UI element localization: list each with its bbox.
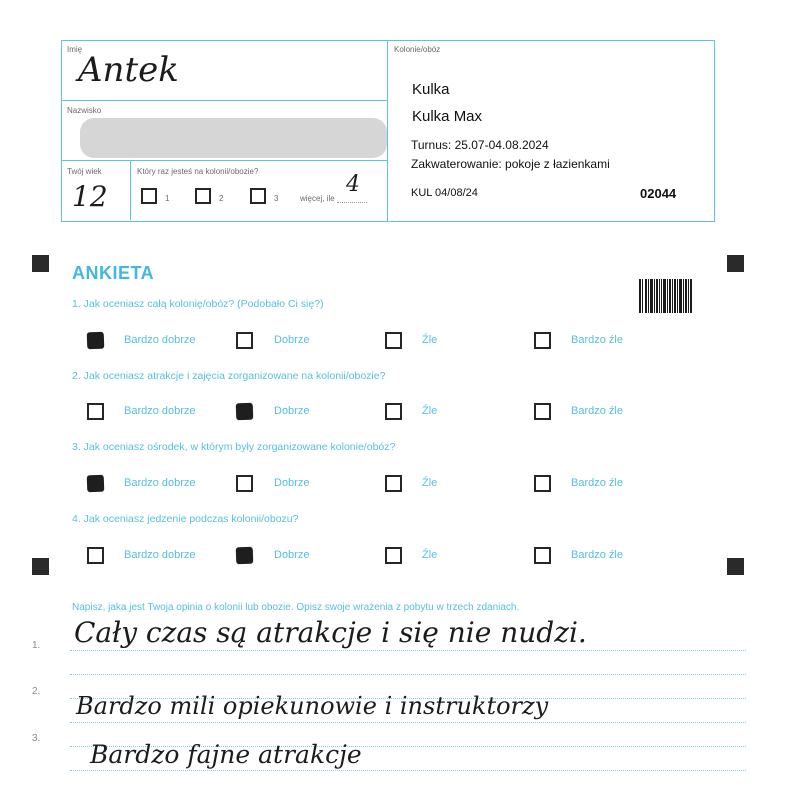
q3-option-label: Bardzo źle [571, 477, 623, 489]
question-2: 2. Jak oceniasz atrakcje i zajęcia zorganizowane na kolonii/obozie? [72, 370, 386, 382]
q1-option-label: Źle [422, 334, 438, 346]
q4-option-checkbox[interactable] [87, 547, 104, 564]
q1-option-checkbox[interactable] [236, 332, 253, 349]
opinion-line-number: 2. [32, 686, 41, 697]
answer-line [70, 722, 746, 723]
q3-option-label: Dobrze [274, 477, 310, 489]
form-number: 02044 [640, 186, 677, 201]
surname-label: Nazwisko [67, 106, 102, 115]
times-checkbox-3[interactable] [250, 188, 266, 204]
registration-marker [32, 255, 49, 272]
q1-option-label: Dobrze [274, 334, 310, 346]
question-4: 4. Jak oceniasz jedzenie podczas kolonii/obozu? [72, 513, 299, 525]
q4-option-checkbox[interactable] [534, 547, 551, 564]
q1-option-checkbox[interactable] [534, 332, 551, 349]
q2-option-checkbox[interactable] [534, 403, 551, 420]
age-value[interactable]: 12 [72, 180, 108, 213]
q1-option-checkbox[interactable] [385, 332, 402, 349]
more-dotted-line [337, 202, 367, 203]
more-label: więcej, ile [300, 194, 335, 203]
accommodation-text: Zakwaterowanie: pokoje z łazienkami [411, 157, 610, 171]
age-label: Twój wiek [67, 167, 102, 176]
q1-option-checkbox[interactable] [87, 332, 105, 350]
times-checkbox-1[interactable] [141, 188, 157, 204]
answer-line [70, 770, 746, 771]
question-3: 3. Jak oceniasz ośrodek, w którym były zorganizowane kolonie/obóz? [72, 441, 396, 453]
times-option-label: 3 [274, 194, 279, 203]
opinion-sentence-1[interactable]: Cały czas są atrakcje i się nie nudzi. [74, 616, 587, 649]
opinion-sentence-2[interactable]: Bardzo mili opiekunowie i instruktorzy [76, 692, 549, 720]
q2-option-checkbox[interactable] [87, 403, 104, 420]
answer-line [70, 650, 746, 651]
q2-option-label: Bardzo źle [571, 405, 623, 417]
q3-option-checkbox[interactable] [236, 475, 253, 492]
q3-option-checkbox[interactable] [87, 475, 105, 493]
question-1: 1. Jak oceniasz całą kolonię/obóz? (Podobało Ci się?) [72, 298, 324, 310]
times-label: Który raz jesteś na kolonii/obozie? [137, 167, 259, 176]
barcode-icon [639, 279, 692, 313]
divider [130, 160, 131, 220]
q4-option-checkbox[interactable] [236, 547, 254, 565]
camp-variant: Kulka Max [412, 108, 483, 125]
surname-redacted-field[interactable] [80, 118, 387, 158]
name-label: Imię [67, 45, 83, 54]
q3-option-checkbox[interactable] [534, 475, 551, 492]
q4-option-label: Dobrze [274, 549, 310, 561]
divider [61, 100, 387, 101]
camp-name: Kulka [412, 81, 450, 98]
opinion-prompt: Napisz, jaka jest Twoja opinia o kolonii lub obozie. Opisz swoje wrażenia z pobytu w trzech zdaniach. [72, 602, 520, 613]
q1-option-label: Bardzo dobrze [124, 334, 196, 346]
turnus-text: Turnus: 25.07-04.08.2024 [411, 138, 549, 152]
q4-option-checkbox[interactable] [385, 547, 402, 564]
q2-option-label: Źle [422, 405, 438, 417]
q4-option-label: Bardzo dobrze [124, 549, 196, 561]
q3-option-label: Bardzo dobrze [124, 477, 196, 489]
q3-option-checkbox[interactable] [385, 475, 402, 492]
q2-option-checkbox[interactable] [236, 403, 254, 421]
q4-option-label: Bardzo źle [571, 549, 623, 561]
times-option-label: 2 [219, 194, 224, 203]
registration-marker [727, 558, 744, 575]
opinion-line-number: 3. [32, 733, 41, 744]
answer-line [70, 674, 746, 675]
q2-option-checkbox[interactable] [385, 403, 402, 420]
opinion-sentence-3[interactable]: Bardzo fajne atrakcje [90, 740, 362, 769]
q2-option-label: Bardzo dobrze [124, 405, 196, 417]
registration-marker [32, 558, 49, 575]
q4-option-label: Źle [422, 549, 438, 561]
q3-option-label: Źle [422, 477, 438, 489]
camp-label: Kolonie/obóz [394, 45, 441, 54]
times-option-label: 1 [165, 194, 170, 203]
more-value[interactable]: 4 [346, 172, 360, 197]
divider [61, 160, 387, 161]
name-value[interactable]: Antek [78, 50, 179, 90]
camp-code: KUL 04/08/24 [411, 187, 478, 199]
q2-option-label: Dobrze [274, 405, 310, 417]
survey-title: ANKIETA [72, 263, 155, 283]
times-checkbox-2[interactable] [195, 188, 211, 204]
registration-marker [727, 255, 744, 272]
opinion-line-number: 1. [32, 640, 41, 651]
q1-option-label: Bardzo źle [571, 334, 623, 346]
